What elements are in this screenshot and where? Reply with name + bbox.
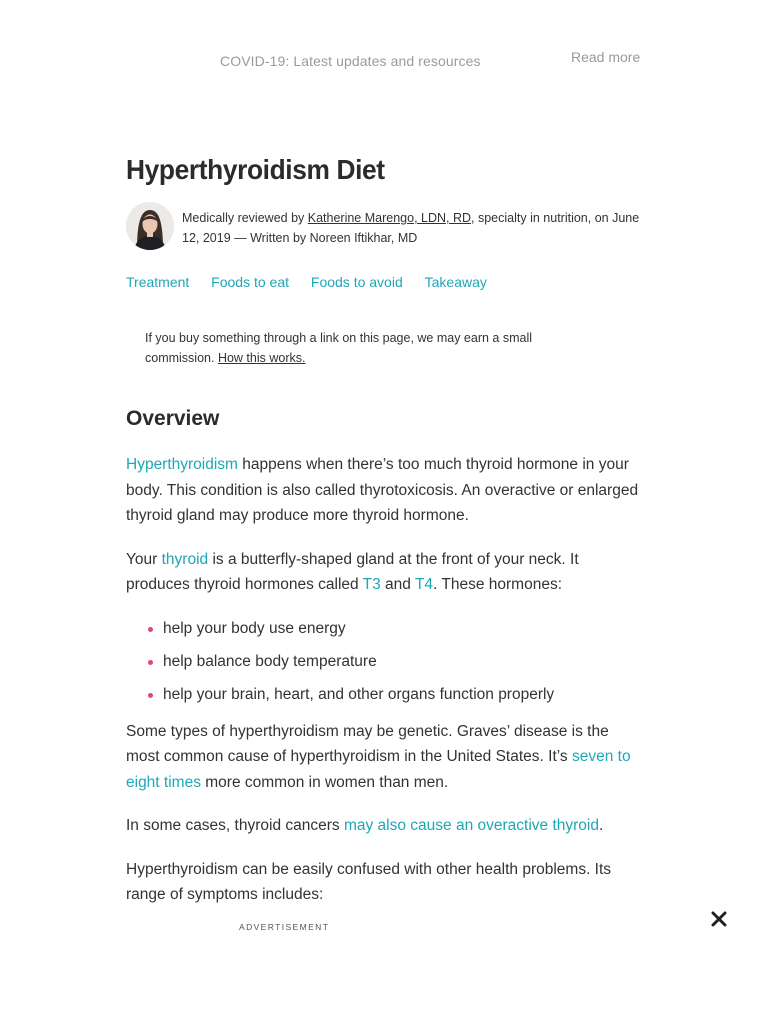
thyroid-link[interactable]: thyroid xyxy=(161,550,209,568)
covid-banner-text[interactable]: COVID-19: Latest updates and resources xyxy=(220,53,481,69)
byline-suffix: , specialty in nutrition, on June 12, 2019 — Written by Noreen Iftikhar, MD xyxy=(182,211,640,245)
byline-prefix: Medically reviewed by xyxy=(182,211,308,225)
byline xyxy=(126,202,646,258)
paragraph-2 xyxy=(126,547,646,598)
list-item xyxy=(148,616,646,641)
paragraph-2-text-d: . These hormones: xyxy=(433,576,562,593)
paragraph-1-text: happens when there’s too much thyroid hormone in your body. This condition is also called thyrotoxicosis. An overactive or enlarged thyroid gland may produce more thyroid hormone. xyxy=(126,456,639,524)
read-more-link[interactable]: Read more xyxy=(571,49,641,65)
bullet-icon xyxy=(148,693,153,698)
hormone-functions-list xyxy=(126,616,646,707)
list-item xyxy=(148,649,646,674)
advertisement-label: ADVERTISEMENT xyxy=(239,922,330,932)
article-content xyxy=(126,150,646,908)
toc-treatment[interactable]: Treatment xyxy=(126,274,190,290)
paragraph-2-text-c: and xyxy=(380,576,415,593)
bullet-icon xyxy=(148,627,153,632)
paragraph-4-text-a: In some cases, thyroid cancers xyxy=(126,817,344,834)
paragraph-3 xyxy=(126,719,646,796)
overactive-thyroid-link[interactable]: may also cause an overactive thyroid xyxy=(343,817,599,834)
paragraph-4-text-b: . xyxy=(599,817,604,834)
paragraph-4 xyxy=(126,813,646,839)
toc-foods-to-avoid[interactable]: Foods to avoid xyxy=(310,274,403,290)
reviewer-avatar-image xyxy=(126,202,174,250)
overview-heading: Overview xyxy=(126,407,220,430)
list-item xyxy=(148,682,646,707)
reviewer-avatar xyxy=(126,202,174,250)
seven-to-eight-times-link[interactable]: seven to eight times xyxy=(126,748,631,791)
affiliate-disclosure xyxy=(145,328,565,368)
toc-takeaway[interactable]: Takeaway xyxy=(424,274,487,290)
t3-link[interactable]: T3 xyxy=(362,576,381,593)
paragraph-2-text-a: Your xyxy=(126,550,162,568)
covid-banner xyxy=(0,0,768,110)
byline-text xyxy=(182,208,642,248)
close-ad-button[interactable] xyxy=(708,908,730,930)
hyperthyroidism-link[interactable]: Hyperthyroidism xyxy=(126,456,238,473)
list-item-text: help balance body temperature xyxy=(163,652,377,670)
reviewer-link[interactable]: Katherine Marengo, LDN, RD xyxy=(307,211,472,225)
paragraph-3-text-b: more common in women than men. xyxy=(200,773,449,791)
toc-foods-to-eat[interactable]: Foods to eat xyxy=(211,274,289,290)
page-title: Hyperthyroidism Diet xyxy=(126,154,385,185)
list-item-text: help your brain, heart, and other organs function properly xyxy=(163,685,555,703)
table-of-contents xyxy=(126,274,646,294)
paragraph-1 xyxy=(126,452,646,529)
close-icon xyxy=(708,908,730,930)
how-this-works-link[interactable]: How this works. xyxy=(217,351,306,365)
disclosure-text: If you buy something through a link on this page, we may earn a small commission. xyxy=(145,331,533,365)
paragraph-5: Hyperthyroidism can be easily confused with other health problems. Its range of symptoms includes: xyxy=(126,860,612,903)
paragraph-3-text-a: Some types of hyperthyroidism may be genetic. Graves’ disease is the most common cause of hyperthyroidism in the United States. It’s xyxy=(126,722,609,765)
list-item-text: help your body use energy xyxy=(163,619,346,637)
paragraph-2-text-b: is a butterfly-shaped gland at the front of your neck. It produces thyroid hormones called xyxy=(126,550,579,593)
bullet-icon xyxy=(148,660,153,665)
t4-link[interactable]: T4 xyxy=(414,576,434,593)
